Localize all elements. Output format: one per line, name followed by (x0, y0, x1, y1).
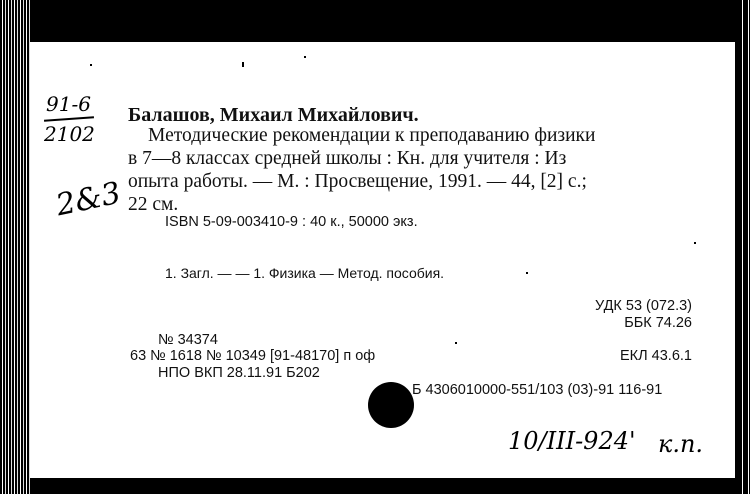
record-number: № 34374 (158, 332, 218, 348)
handwritten-call-bottom: 2102 (44, 122, 95, 146)
b-code-line: Б 4306010000-551/103 (03)-91 116-91 (412, 382, 663, 398)
handwritten-shelf-mark: 2&3 (53, 175, 124, 224)
handwritten-rule (44, 116, 94, 121)
scan-border-top (0, 0, 750, 42)
title-line-3: опыта работы. — М. : Просвещение, 1991. — 44, [2] с.; (128, 171, 587, 192)
scan-speck (242, 62, 244, 67)
punch-hole (368, 382, 414, 428)
handwritten-call-top: 91-6 (46, 92, 91, 116)
npo-line: НПО ВКП 28.11.91 Б202 (158, 365, 320, 381)
scan-speck (526, 272, 528, 274)
udk-code: УДК 53 (072.3) (595, 298, 692, 314)
scan-border-left (0, 0, 30, 494)
handwritten-date-note: 10/III-924' (508, 427, 636, 455)
isbn-line: ISBN 5-09-003410-9 : 40 к., 50000 экз. (165, 214, 418, 230)
scan-speck (304, 56, 306, 58)
scan-speck (90, 64, 92, 66)
scan-speck (694, 242, 696, 244)
bbk-code: ББК 74.26 (624, 315, 692, 331)
catalog-card (30, 42, 735, 478)
scan-border-right (740, 0, 750, 494)
ekl-code: ЕКЛ 43.6.1 (620, 348, 692, 364)
print-line: 63 № 1618 № 10349 [91-48170] п оф (130, 348, 376, 364)
author-heading: Балашов, Михаил Михайлович. (128, 104, 419, 126)
title-line-2: в 7—8 классах средней школы : Кн. для учителя : Из (128, 148, 567, 169)
handwritten-initials: к.п. (658, 430, 704, 458)
title-line-1: Методические рекомендации к преподаванию физики (148, 125, 596, 146)
title-line-4: 22 см. (128, 194, 179, 215)
scan-speck (455, 342, 457, 344)
subjects-line: 1. Загл. — — 1. Физика — Метод. пособия. (165, 265, 445, 281)
